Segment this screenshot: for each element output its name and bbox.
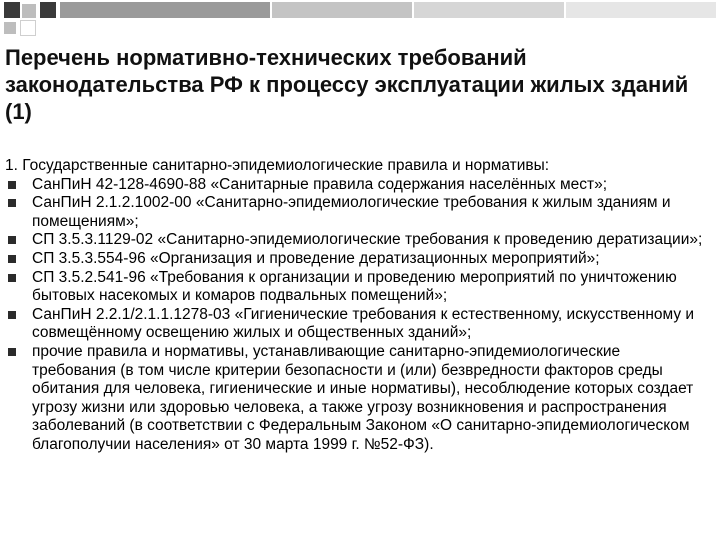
list-item-text: прочие правила и нормативы, устанавливающие санитарно-эпидемиологические требования (в том числе критерии безопасности и (или) безвредности факторов среды обитания для человека, гигиенические и иные нормативы), несоблюдение которых создает угрозу жизни или здоровью человека, а также угрозу возникновения и распространения заболеваний (в соответствии с Федеральным Законом «О санитарно-эпидемиологическом благополучии населения» от 30 марта 1999 г. №52-ФЗ).	[32, 342, 694, 453]
list-item-text: СП 3.5.3.554-96 «Организация и проведение дератизационных мероприятий»;	[32, 249, 600, 267]
decor-square	[272, 2, 412, 18]
square-bullet-icon	[8, 199, 16, 207]
square-bullet-icon	[8, 274, 16, 282]
list-item	[5, 194, 705, 231]
list-item-text: СанПиН 42-128-4690-88 «Санитарные правила содержания населённых мест»;	[32, 175, 608, 193]
slide-title: Перечень нормативно-технических требований законодательства РФ к процессу эксплуатации жилых зданий (1)	[5, 45, 689, 124]
decor-square	[414, 2, 564, 18]
square-bullet-icon	[8, 348, 16, 356]
list-item-text: СП 3.5.3.1129-02 «Санитарно-эпидемиологические требования к проведению дератизации»;	[32, 231, 703, 249]
list-item	[5, 306, 705, 343]
square-bullet-icon	[8, 311, 16, 319]
section-heading: 1. Государственные санитарно-эпидемиологические правила и нормативы:	[5, 157, 550, 174]
slide-body	[5, 157, 705, 455]
square-bullet-icon	[8, 181, 16, 189]
list-item-text: СанПиН 2.2.1/2.1.1.1278-03 «Гигиенические требования к естественному, искусственному и совмещённому освещению жилых и общественных зданий»;	[32, 305, 695, 342]
list-item	[5, 250, 705, 269]
decor-square	[60, 2, 270, 18]
decorative-squares-band	[0, 0, 720, 40]
list-item	[5, 176, 705, 195]
decor-square	[4, 22, 16, 34]
square-bullet-icon	[8, 236, 16, 244]
decor-square	[4, 2, 20, 18]
decor-square	[20, 20, 36, 36]
requirements-list	[5, 176, 705, 455]
decor-square	[22, 4, 36, 18]
list-item	[5, 343, 705, 455]
square-bullet-icon	[8, 255, 16, 263]
decor-square	[40, 2, 56, 18]
list-item-text: СанПиН 2.1.2.1002-00 «Санитарно-эпидемиологические требования к жилым зданиям и помещениям»;	[32, 194, 671, 230]
list-item	[5, 231, 705, 250]
list-item	[5, 269, 705, 306]
decor-square	[566, 2, 716, 18]
list-item-text: СП 3.5.2.541-96 «Требования к организации и проведению мероприятий по уничтожению бытовых насекомых и комаров подвальных помещений»;	[32, 268, 677, 305]
